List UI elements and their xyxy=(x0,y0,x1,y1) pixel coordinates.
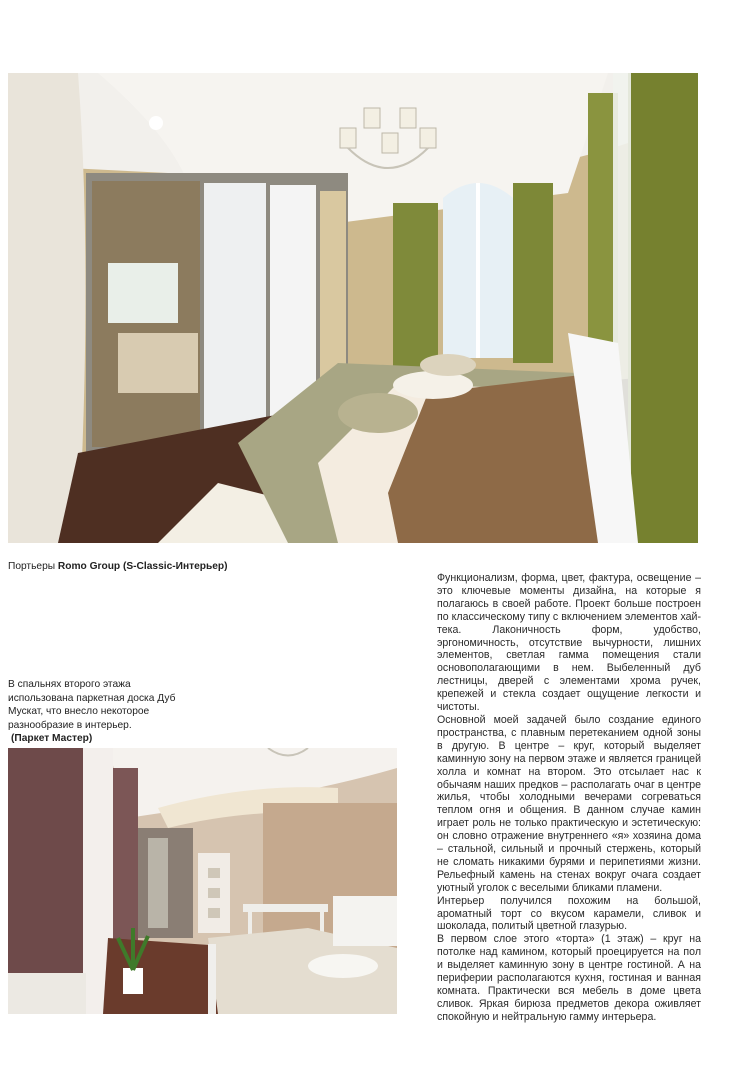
bedroom-illustration-top xyxy=(8,73,698,543)
article-paragraph-1: Функционализм, форма, цвет, фактура, освещение – это ключевые моменты дизайна, на которые я полагаюсь в своей работе. Проект больше построен по классическому типу с включением элементов хай-тека. Лаконичность форм, удобство, эргономичность, отсутствие вычурности, лишних элементов, светлая гамма помещения стали основополагающими в нем. Выбеленный дуб лестницы, дверей с элементами хрома ручек, крепежей и стекла создает ощущение легкости и чистоты. xyxy=(437,572,701,714)
bedroom-photo-bottom xyxy=(8,748,397,1014)
article-text xyxy=(437,572,701,1024)
article-paragraph-4: В первом слое этого «торта» (1 этаж) – круг на потолке над камином, который проецируется на пол и выделяет каминную зону в центре гостиной. А на периферии располагаются кухня, гостиная и ванная комната. Практически вся мебель в доме цвета сливок. Яркая бирюза предметов декора оживляет спокойную и нейтральную гамму интерьера. xyxy=(437,933,701,1023)
caption-brand: Romo Group (S-Classic-Интерьер) xyxy=(57,561,228,572)
caption-side-credit: (Паркет Мастер) xyxy=(11,733,93,744)
bedroom-illustration-bottom xyxy=(8,748,397,1014)
photo-caption-side xyxy=(8,678,198,746)
bedroom-photo-top xyxy=(8,73,698,543)
article-paragraph-3: Интерьер получился похожим на большой, ароматный торт со вкусом карамели, сливок и шоколада, политый цветной глазурью. xyxy=(437,894,701,933)
photo-caption-top xyxy=(8,560,308,574)
article-paragraph-2: Основной моей задачей было создание единого пространства, с плавным перетеканием одной зоны в другую. В центре – круг, который выделяет каминную зону на первом этаже и является границей холла и комнат на втором. Это отсылает нас к обычаям наших предков – располагать очаг в центре жилья, чтобы холодными вечерами согреваться теплом огня и общения. В данном случае камин играет роль не только практическую и эстетическую: он словно отражение внутреннего «я» хозяина дома – стальной, сильный и прочный стержень, который не сломать никакими бурями и перипетиями жизни. Рельефный камень на стенах вокруг очага создает уютный уголок с веселыми бликами пламени. xyxy=(437,713,701,894)
caption-prefix: Портьеры xyxy=(8,561,58,572)
caption-side-text: В спальнях второго этажа использована паркетная доска Дуб Мускат, что внесло некоторое разнообразие в интерьер. xyxy=(8,679,176,731)
